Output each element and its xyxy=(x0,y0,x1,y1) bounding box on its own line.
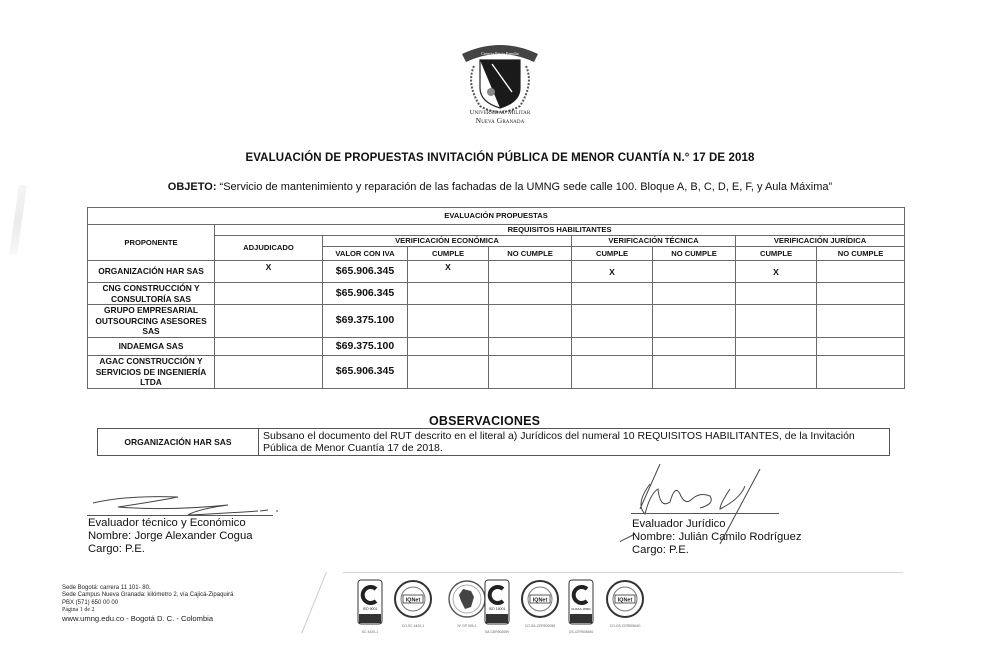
header-jur-no-cumple: NO CUMPLE xyxy=(817,247,905,261)
cert-iqnet-3 xyxy=(605,579,645,628)
cell-jur-no-cumple xyxy=(817,305,905,338)
header-verificacion-economica: VERIFICACIÓN ECONÓMICA xyxy=(323,236,572,247)
header-tec-cumple: CUMPLE xyxy=(572,247,653,261)
cert-iqnet-1 xyxy=(393,579,433,628)
certification-logos xyxy=(343,572,903,639)
iqnet-seal-icon xyxy=(393,579,433,619)
cell-eco-no-cumple xyxy=(489,283,572,305)
cell-adjudicado: X xyxy=(215,261,323,283)
header-tec-no-cumple: NO CUMPLE xyxy=(653,247,736,261)
document-title: EVALUACIÓN DE PROPUESTAS INVITACIÓN PÚBLICA DE MENOR CUANTÍA N.° 17 DE 2018 xyxy=(245,152,755,164)
cell-eco-cumple xyxy=(408,283,489,305)
cell-eco-cumple xyxy=(408,305,489,338)
cell-valor: $65.906.345 xyxy=(323,283,408,305)
cert-code: SA-CER502059 xyxy=(484,630,510,634)
university-name-line1: Universidad Militar xyxy=(469,109,531,116)
cell-jur-cumple xyxy=(736,305,817,338)
document-objeto xyxy=(0,181,1000,193)
cell-tec-no-cumple xyxy=(653,356,736,389)
footer-divider xyxy=(301,572,327,634)
observaciones-table xyxy=(97,428,890,456)
cert-iso-9001 xyxy=(357,579,383,634)
header-valor-con-iva: VALOR CON IVA xyxy=(323,247,408,261)
cell-proponente: AGAC CONSTRUCCIÓN Y SERVICIOS DE INGENIERÍA LTDA xyxy=(88,356,215,389)
cell-tec-no-cumple xyxy=(653,261,736,283)
objeto-text: “Servicio de mantenimiento y reparación de las fachadas de la UMNG sede calle 100. Bloque A, B, C, D, E, F, y Aula Máxima” xyxy=(216,181,833,193)
cell-eco-no-cumple xyxy=(489,261,572,283)
signature-right-line xyxy=(631,513,779,514)
footer-line2: Sede Campus Nueva Granada: kilómetro 2, vía Cajicá-Zipaquirá xyxy=(62,592,234,599)
iqnet-seal-icon xyxy=(520,579,560,619)
header-eco-cumple: CUMPLE xyxy=(408,247,489,261)
iqnet-seal-icon xyxy=(605,579,645,619)
cert-ohsas-18001 xyxy=(568,579,594,634)
cell-eco-no-cumple xyxy=(489,305,572,338)
footer-line1: Sede Bogotá: carrera 11 101- 80. xyxy=(62,585,151,591)
cell-proponente: ORGANIZACIÓN HAR SAS xyxy=(88,261,215,283)
cert-iso-14001 xyxy=(484,579,510,634)
signature-left-name: Nombre: Jorge Alexander Cogua xyxy=(88,530,253,542)
motto-text: Ciencia Patria Familia xyxy=(481,51,519,56)
cell-valor: $69.375.100 xyxy=(323,305,408,338)
table-row xyxy=(88,283,905,305)
header-adjudicado: ADJUDICADO xyxy=(215,236,323,261)
table-row xyxy=(88,305,905,338)
header-verificacion-juridica: VERIFICACIÓN JURÍDICA xyxy=(736,236,905,247)
cell-eco-no-cumple xyxy=(489,356,572,389)
signature-right-cargo: Cargo: P.E. xyxy=(632,544,689,556)
icontec-iso9001-icon xyxy=(357,579,383,625)
footer-page-number: Página 1 de 2 xyxy=(62,606,95,613)
observacion-row xyxy=(98,429,890,456)
university-name-line2: Nueva Granada xyxy=(475,115,525,125)
icontec-iso14001-icon xyxy=(484,579,510,625)
signature-left-role: Evaluador técnico y Económico xyxy=(88,517,246,529)
colombia-seal-icon xyxy=(447,579,487,619)
observacion-org: ORGANIZACIÓN HAR SAS xyxy=(98,429,259,456)
svg-text:IQNet: IQNet xyxy=(405,597,421,604)
cell-proponente: CNG CONSTRUCCIÓN Y CONSULTORÍA SAS xyxy=(88,283,215,305)
cert-code: CO-SA-CER502056 xyxy=(524,624,556,628)
table-row xyxy=(88,261,905,283)
cell-adjudicado xyxy=(215,283,323,305)
evaluation-table xyxy=(87,207,905,389)
cell-eco-cumple: X xyxy=(408,261,489,283)
cell-jur-cumple xyxy=(736,356,817,389)
cell-tec-cumple: X xyxy=(572,261,653,283)
footer-website: www.umng.edu.co - Bogotá D. C. - Colombia xyxy=(62,614,214,624)
university-name xyxy=(425,109,575,124)
signature-left xyxy=(88,517,253,556)
footer-address xyxy=(62,585,233,623)
cell-eco-cumple xyxy=(408,338,489,356)
svg-text:ISO 9001: ISO 9001 xyxy=(362,607,378,611)
cell-valor: $65.906.345 xyxy=(323,356,408,389)
header-verificacion-tecnica: VERIFICACIÓN TÉCNICA xyxy=(572,236,736,247)
cert-code: SC 4420-1 xyxy=(361,630,379,634)
header-jur-cumple: CUMPLE xyxy=(736,247,817,261)
cell-valor: $65.906.345 xyxy=(323,261,408,283)
header-proponente: PROPONENTE xyxy=(88,225,215,261)
cell-jur-no-cumple xyxy=(817,283,905,305)
svg-text:OHSAS 18001: OHSAS 18001 xyxy=(571,607,591,611)
scan-artifact xyxy=(9,185,27,255)
cell-eco-cumple xyxy=(408,356,489,389)
observacion-text: Subsano el documento del RUT descrito en el literal a) Jurídicos del numeral 10 REQUISITOS HABILITANTES, de la Invitación Pública de Menor Cuantía 17 de 2018. xyxy=(259,429,890,456)
cell-tec-no-cumple xyxy=(653,283,736,305)
observaciones-title: OBSERVACIONES xyxy=(429,414,541,428)
cell-jur-no-cumple xyxy=(817,356,905,389)
cell-proponente: INDAEMGA SAS xyxy=(88,338,215,356)
table-row xyxy=(88,356,905,389)
signature-right xyxy=(632,518,802,557)
emblem-icon xyxy=(487,88,495,96)
cell-jur-no-cumple xyxy=(817,338,905,356)
signature-right-role: Evaluador Jurídico xyxy=(632,518,726,530)
cert-code: OS-CER508440 xyxy=(568,630,594,634)
cell-tec-cumple xyxy=(572,305,653,338)
cell-jur-cumple: X xyxy=(736,261,817,283)
cell-jur-cumple xyxy=(736,283,817,305)
cell-valor: $69.375.100 xyxy=(323,338,408,356)
header-requisitos-habilitantes: REQUISITOS HABILITANTES xyxy=(215,225,905,236)
svg-text:IQNet: IQNet xyxy=(617,597,633,604)
cert-code: Nº GP 005-1 xyxy=(457,624,477,628)
signature-left-cargo: Cargo: P.E. xyxy=(88,543,145,555)
cert-code: CO-SC 4420-1 xyxy=(401,624,425,628)
table-title: EVALUACIÓN PROPUESTAS xyxy=(88,208,905,225)
cell-eco-no-cumple xyxy=(489,338,572,356)
table-row xyxy=(88,338,905,356)
header-eco-no-cumple: NO CUMPLE xyxy=(489,247,572,261)
cell-proponente: GRUPO EMPRESARIAL OUTSOURCING ASESORES SAS xyxy=(88,305,215,338)
cert-colombia xyxy=(447,579,487,628)
cell-adjudicado xyxy=(215,305,323,338)
cell-tec-no-cumple xyxy=(653,338,736,356)
cell-tec-cumple xyxy=(572,283,653,305)
cell-tec-cumple xyxy=(572,356,653,389)
objeto-label: OBJETO: xyxy=(167,181,217,193)
cert-code: CO-OS-CER508440 xyxy=(609,624,641,628)
footer-line3: PBX (571) 650 00 00 xyxy=(62,599,119,606)
cell-tec-no-cumple xyxy=(653,305,736,338)
signature-left-line xyxy=(87,515,273,516)
cell-jur-no-cumple xyxy=(817,261,905,283)
cell-jur-cumple xyxy=(736,338,817,356)
signature-right-name: Nombre: Julián Camilo Rodríguez xyxy=(632,531,802,543)
icontec-ohsas-icon xyxy=(568,579,594,625)
svg-text:ISO 14001: ISO 14001 xyxy=(488,607,506,611)
cell-adjudicado xyxy=(215,338,323,356)
cert-iqnet-2 xyxy=(520,579,560,628)
svg-text:IQNet: IQNet xyxy=(532,597,548,604)
cell-tec-cumple xyxy=(572,338,653,356)
cell-adjudicado xyxy=(215,356,323,389)
